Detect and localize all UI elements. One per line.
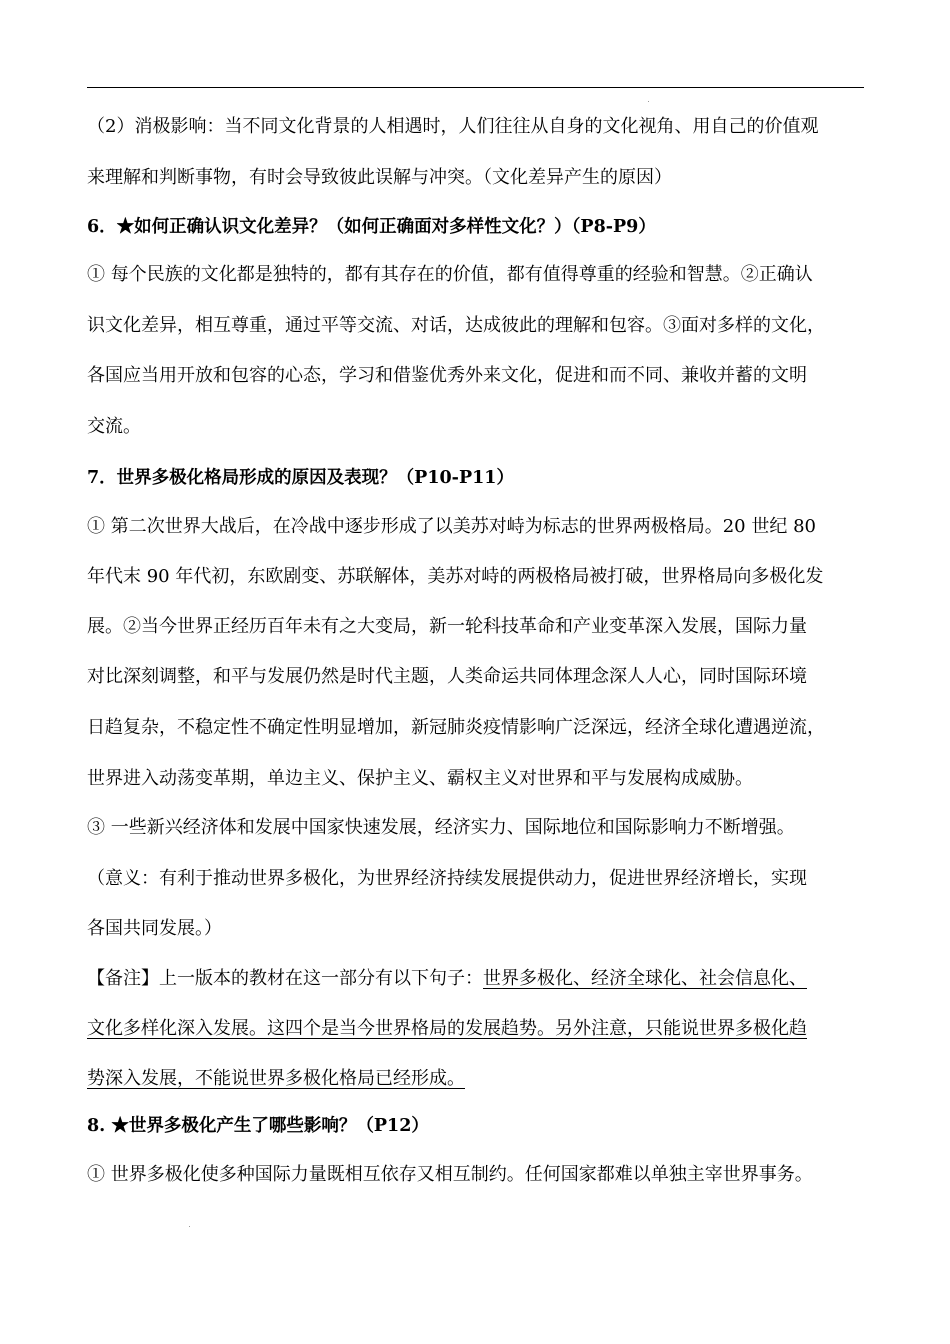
paragraph-line: （意义：有利于推动世界多极化，为世界经济持续发展提供动力，促进世界经济增长，实现: [87, 868, 807, 889]
note-underlined-text: 世界多极化、经济全球化、社会信息化、: [483, 968, 807, 989]
paragraph-line: 对比深刻调整，和平与发展仍然是时代主题，人类命运共同体理念深人人心，同时国际环境: [87, 666, 807, 687]
note-underlined-line: 文化多样化深入发展。这四个是当今世界格局的发展趋势。另外注意，只能说世界多极化趋: [87, 1018, 807, 1039]
paragraph-line: ① 每个民族的文化都是独特的，都有其存在的价值，都有值得尊重的经验和智慧。②正确认: [87, 264, 813, 285]
section-6-heading: 6．★如何正确认识文化差异？（如何正确面对多样性文化？）（P8-P9）: [87, 217, 656, 237]
paragraph-line: 交流。: [87, 416, 141, 437]
note-prefix: 【备注】上一版本的教材在这一部分有以下句子：: [87, 968, 483, 989]
paragraph-line: 展。②当今世界正经历百年未有之大变局，新一轮科技革命和产业变革深入发展，国际力量: [87, 616, 807, 637]
paragraph-line: 来理解和判断事物，有时会导致彼此误解与冲突。（文化差异产生的原因）: [87, 167, 672, 188]
note-underlined-line: [87, 1066, 465, 1092]
scan-speck: [189, 1226, 190, 1227]
note-underlined-text: 势深入发展，不能说世界多极化格局已经形成。: [87, 1068, 465, 1089]
paragraph-line: ① 第二次世界大战后，在冷战中逐步形成了以美苏对峙为标志的世界两极格局。20 世纪 80: [87, 516, 816, 537]
paragraph-line: （2）消极影响：当不同文化背景的人相遇时，人们往往从自身的文化视角、用自己的价值观: [87, 116, 819, 137]
paragraph-line: 年代末 90 年代初，东欧剧变、苏联解体，美苏对峙的两极格局被打破，世界格局向多极化发: [87, 566, 824, 587]
paragraph-line: 世界进入动荡变革期，单边主义、保护主义、霸权主义对世界和平与发展构成威胁。: [87, 768, 753, 789]
paragraph-line: 识文化差异，相互尊重，通过平等交流、对话，达成彼此的理解和包容。③面对多样的文化，: [87, 315, 825, 336]
paragraph-line: ① 世界多极化使多种国际力量既相互依存又相互制约。任何国家都难以单独主宰世界事务。: [87, 1164, 813, 1185]
paragraph-line: ③ 一些新兴经济体和发展中国家快速发展，经济实力、国际地位和国际影响力不断增强。: [87, 817, 795, 838]
header-rule: [87, 87, 864, 88]
section-8-heading: 8. ★世界多极化产生了哪些影响？（P12）: [87, 1116, 429, 1136]
paragraph-line: 日趋复杂，不稳定性不确定性明显增加，新冠肺炎疫情影响广泛深远，经济全球化遭遇逆流，: [87, 717, 825, 738]
scan-speck: [648, 101, 649, 102]
paragraph-line: 各国共同发展。）: [87, 918, 222, 939]
section-7-heading: 7．世界多极化格局形成的原因及表现？（P10-P11）: [87, 468, 514, 488]
paragraph-line: 各国应当用开放和包容的心态，学习和借鉴优秀外来文化，促进和而不同、兼收并蓄的文明: [87, 365, 807, 386]
note-line: [87, 966, 807, 992]
